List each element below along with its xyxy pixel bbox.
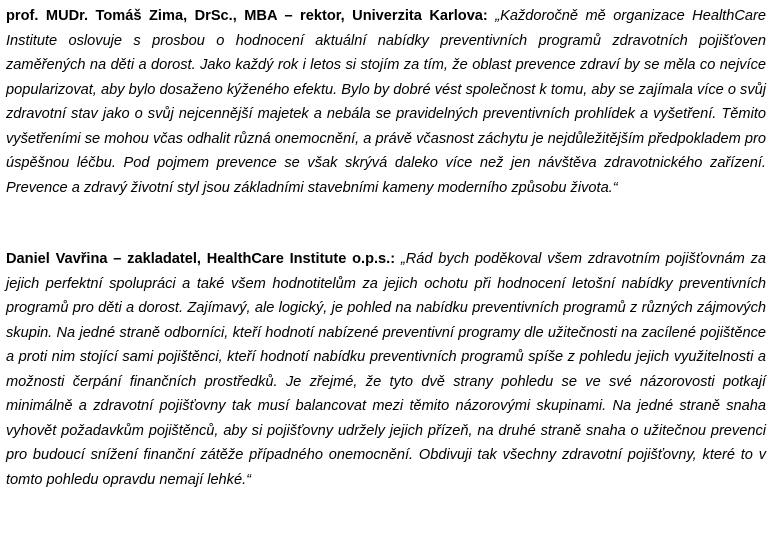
quote-paragraph-rector [6, 4, 766, 200]
quote-text: „Každoročně mě organizace HealthCare Institute oslovuje s prosbou o hodnocení aktuální nabídky preventivních programů zdravotních pojišťoven zaměřených na děti a dorost. Jako každý rok i letos si stojím za tím, že oblast prevence zdraví by se měla co nejvíce popularizovat, aby bylo dosaženo kýženého efektu. Bylo by dobré vést společnost k tomu, aby se zajímala více o svůj zdravotní stav jako o svůj nejcennější majetek a nebála se pravidelných preventivních prohlídek a vyšetření. Těmito vyšetřeními se mohou včas odhalit různá onemocnění, a právě včasnost záchytu je nejdůležitějším předpokladem pro úspěšnou léčbu. Pod pojmem prevence se však skrývá daleko více než jen návštěva zdravotnického zařízení. Prevence a zdravý životní styl jsou základními stavebními kameny moderního způsobu života.“ [6, 8, 766, 196]
quote-text: „Rád bych poděkoval všem zdravotním pojišťovnám za jejich perfektní spolupráci a také všem hodnotitelům za jejich ochotu při hodnocení letošní nabídky preventivních programů pro děti a dorost. Zajímavý, ale logický, je pohled na nabídku preventivních programů z různých zájmových skupin. Na jedné straně odborníci, kteří hodnotí nabízené preventivní programy dle užitečnosti na zacílené pojištěnce a proti nim stojící sami pojištěnci, kteří hodnotí nabídku preventivních programů spíše z pohledu jejich využitelnosti a možnosti čerpání finančních prostředků. Je zřejmé, že tyto dvě strany pohledu se ve své názorovosti potkají minimálně a zdravotní pojišťovny tak musí balancovat mezi těmito názorovými skupinami. Na jedné straně snaha vyhovět požadavkům pojištěnců, aby si pojišťovny udržely jejich přízeň, na druhé straně snaha o užitečnou prevenci pro budoucí snížení finanční zátěže případného onemocnění. Obdivuji tak všechny zdravotní pojišťovny, které to v tomto pohledu opravdu nemají lehké.“ [6, 251, 766, 488]
speaker-name: Daniel Vavřina – zakladatel, HealthCare Institute o.p.s.: [6, 251, 396, 267]
speaker-name: prof. MUDr. Tomáš Zima, DrSc., MBA – rektor, Univerzita Karlova: [6, 8, 488, 24]
quote-paragraph-founder [6, 247, 766, 492]
